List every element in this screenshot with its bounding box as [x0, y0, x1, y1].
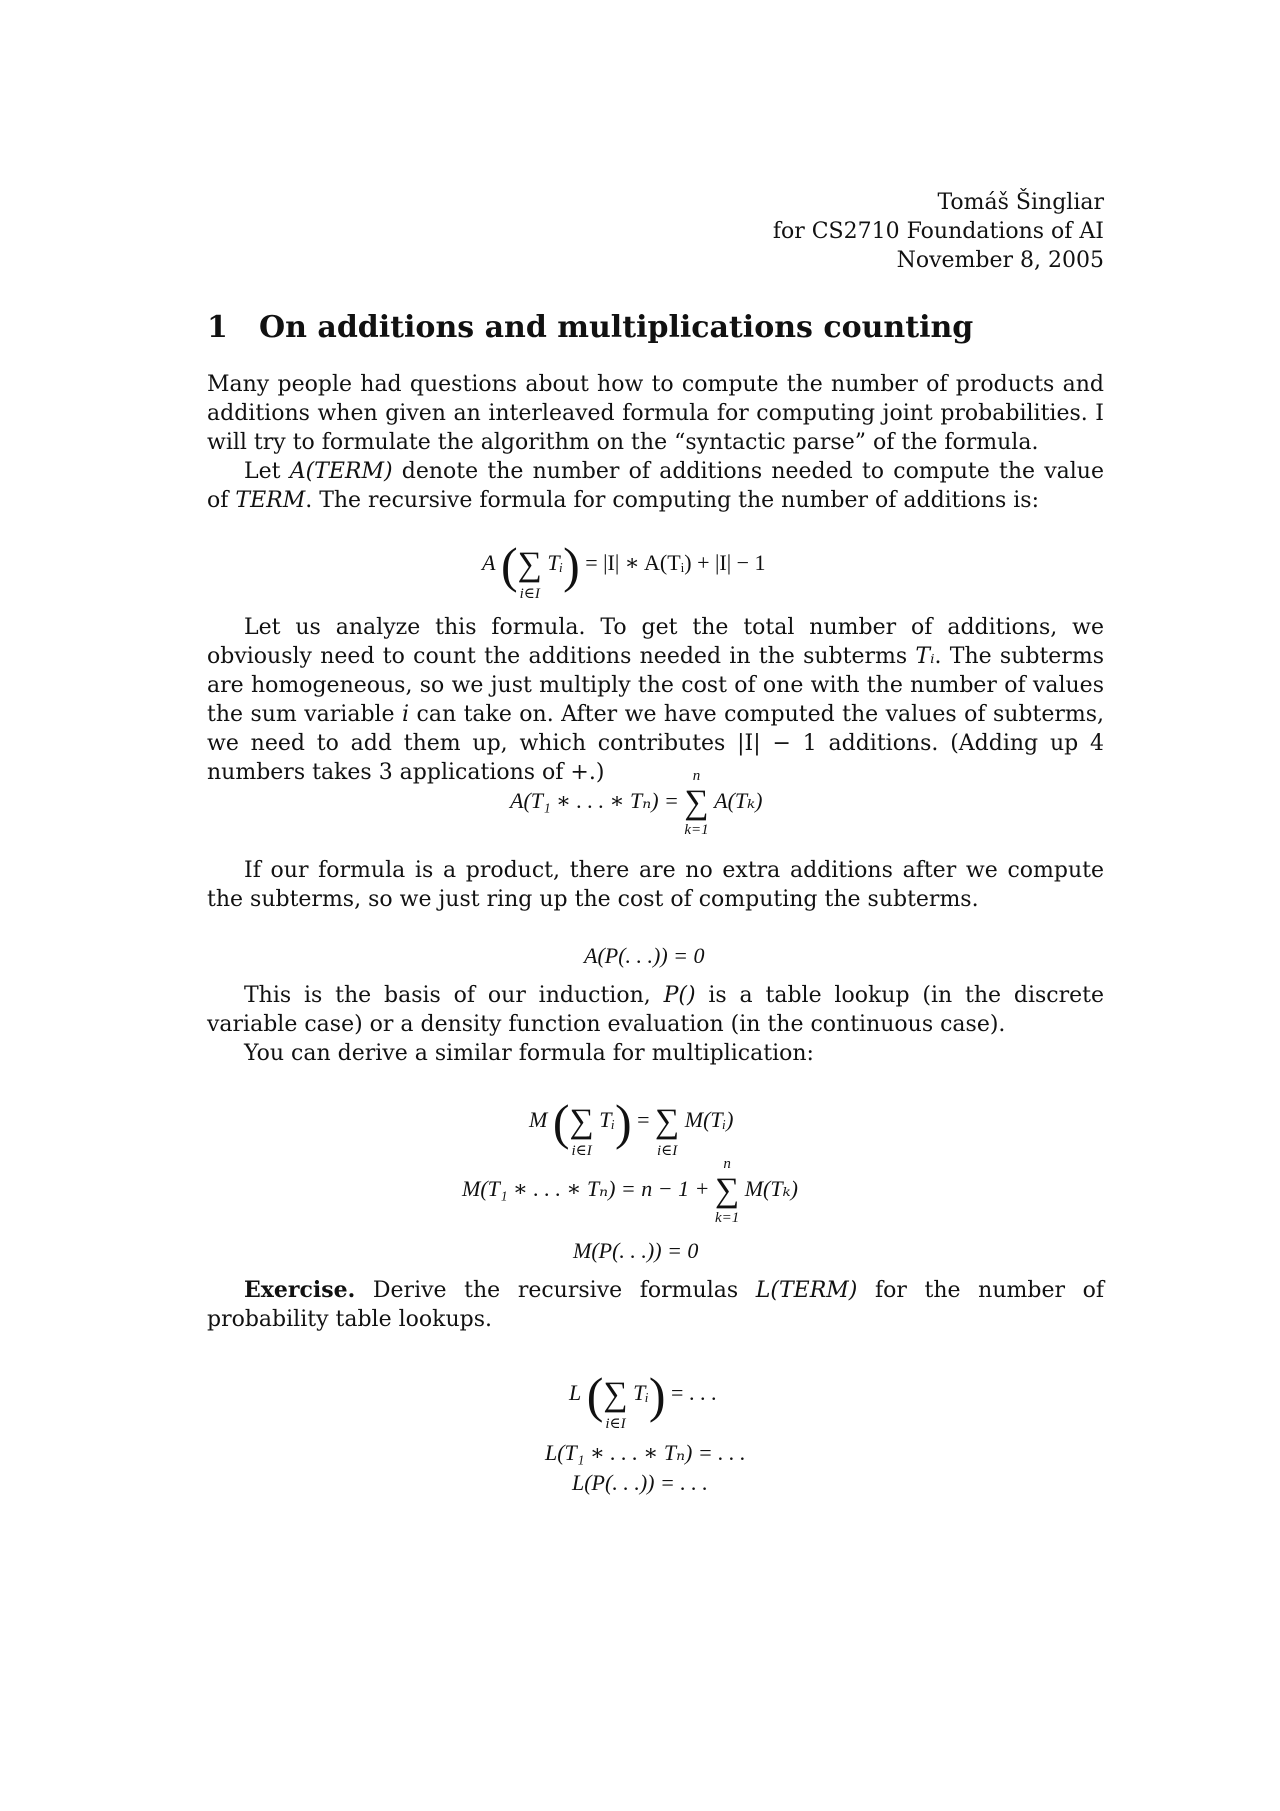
equation-lookups-sum: L (∑ i∈I Tᵢ) = . . . [569, 1367, 717, 1432]
paragraph-5: This is the basis of our induction, P() is a table lookup (in the discrete variable case) or a density function evaluation (in the continuous case). [207, 983, 1104, 1037]
analysis-paragraph [207, 613, 1104, 787]
equation-additions-sum: A (∑ i∈I Tᵢ) = |I| ∗ A(Tᵢ) + |I| − 1 [482, 537, 766, 602]
paragraph-3: Let us analyze this formula. To get the total number of additions, we obviously need to count the additions needed in the subterms Tᵢ. The subterms are homogeneous, so we just multiply the cost of one with the number of values the sum variable i can take on. After we have computed the values of subterms, we need to add them up, which contributes |I| − 1 additions. (Adding up 4 numbers takes 3 applications of +.) [207, 615, 1105, 785]
basis-paragraphs [207, 981, 1104, 1068]
exercise-paragraph [207, 1276, 1104, 1334]
equation-lookups-product: L(T₁ ∗ . . . ∗ Tₙ) = . . . [545, 1440, 746, 1465]
equation-lookups-base: L(P(. . .)) = . . . [572, 1470, 708, 1495]
paragraph-4: If our formula is a product, there are no extra additions after we compute the subterms, so we just ring up the cost of computing the subterms. [207, 858, 1104, 912]
paragraph-6: You can derive a similar formula for multiplication: [244, 1041, 814, 1066]
author-name: Tomáš Šingliar [937, 190, 1104, 215]
equation-additions-base: A(P(. . .)) = 0 [584, 943, 705, 968]
product-paragraph [207, 856, 1104, 914]
intro-paragraphs [207, 370, 1104, 515]
equation-multiplications-sum: M (∑ i∈I Tᵢ) = ∑ i∈I M(Tᵢ) [529, 1094, 734, 1159]
paragraph-7: Exercise. Derive the recursive formulas L(TERM) for the number of probability table lookups. [207, 1277, 1104, 1332]
paragraph-1: Many people had questions about how to compute the number of products and additions when given an interleaved formula for computing joint probabilities. I will try to formulate the algorithm on the “syntactic parse” of the formula. [207, 372, 1104, 455]
section-heading [207, 310, 973, 345]
date: November 8, 2005 [896, 248, 1104, 273]
equation-additions-product: A(T₁ ∗ . . . ∗ Tₙ) = n ∑ k=1 A(Tₖ) [510, 768, 763, 838]
paragraph-2: Let A(TERM) denote the number of additions needed to compute the value of TERM. The recursive formula for computing the number of additions is: [207, 459, 1104, 513]
equation-multiplications-base: M(P(. . .)) = 0 [573, 1238, 699, 1263]
section-title: On additions and multiplications counting [259, 310, 974, 345]
course-name: for CS2710 Foundations of AI [772, 219, 1104, 244]
section-number: 1 [207, 310, 228, 345]
author-block [773, 188, 1104, 275]
equation-multiplications-product: M(T₁ ∗ . . . ∗ Tₙ) = n − 1 + n ∑ k=1 M(Tₖ) [462, 1156, 798, 1226]
